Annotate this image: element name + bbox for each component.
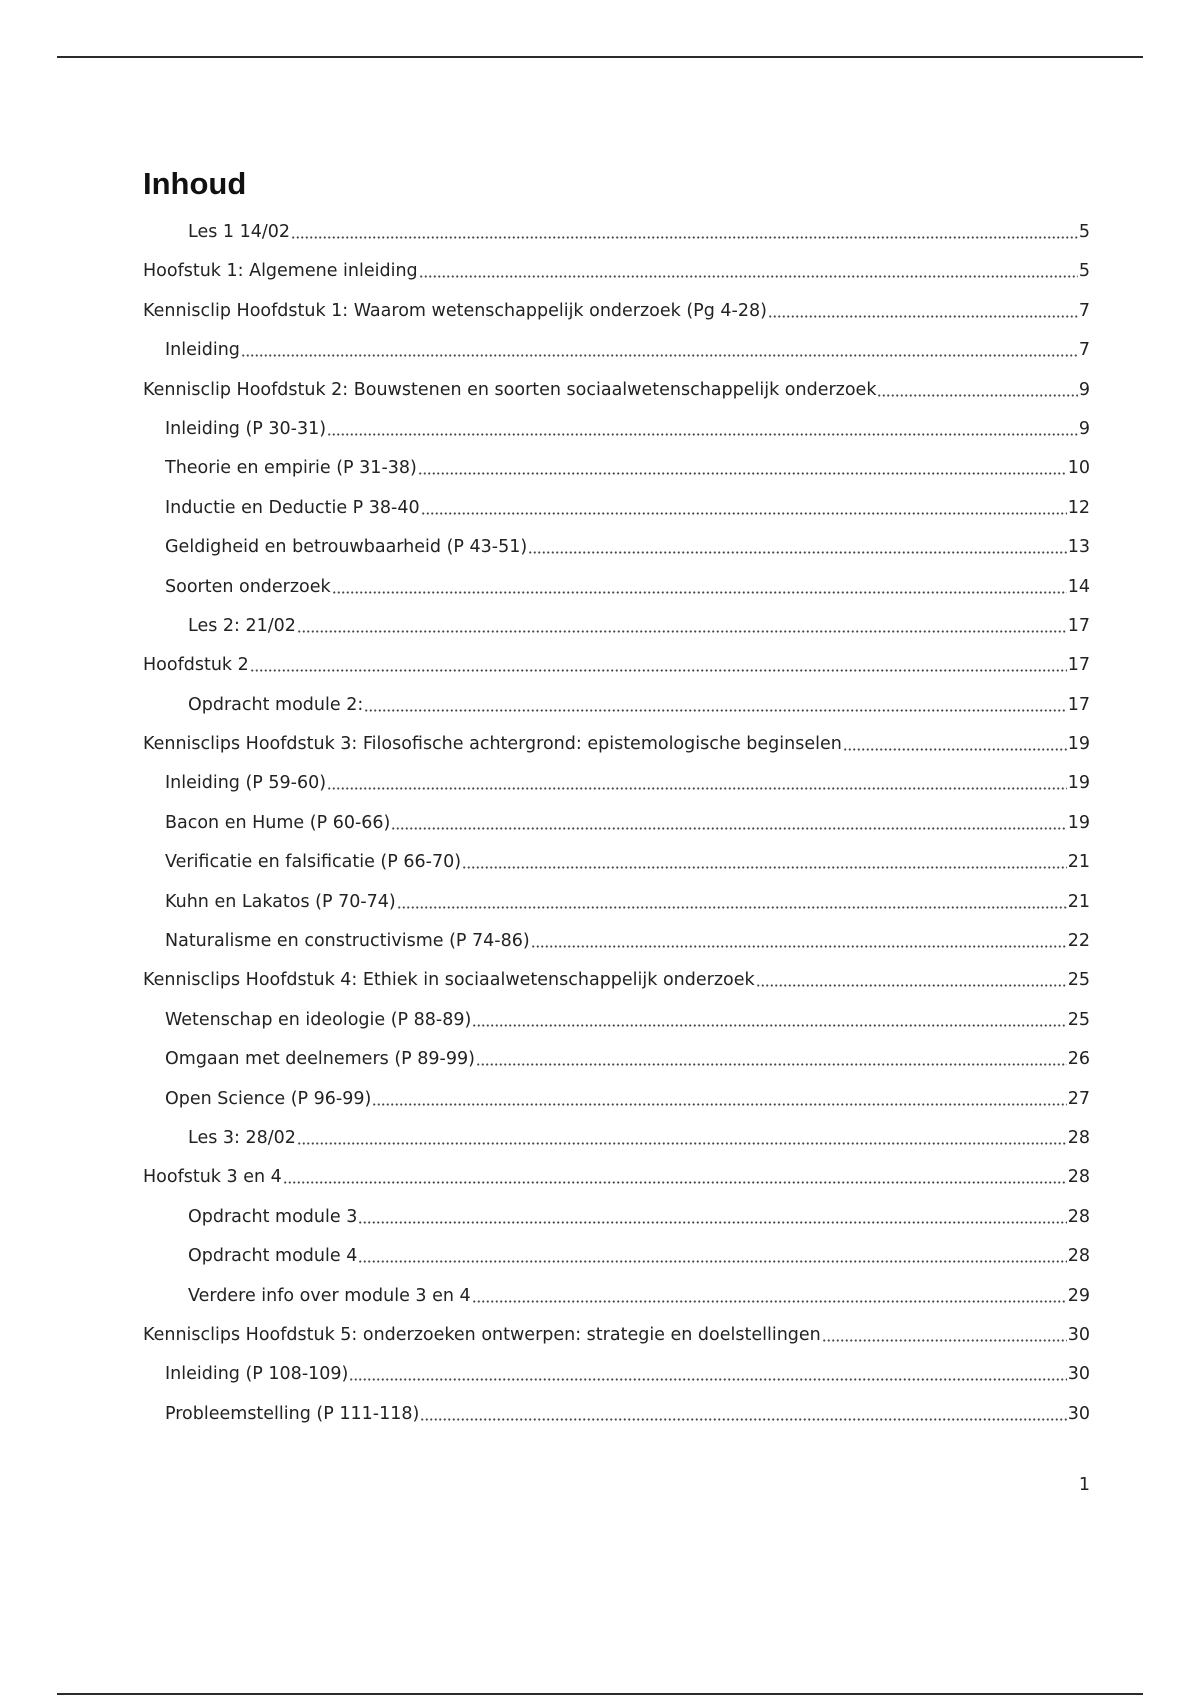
toc-entry-page[interactable]: 27: [1067, 1088, 1090, 1109]
toc-entry[interactable]: [143, 1086, 1090, 1125]
toc-entry-page[interactable]: 17: [1067, 615, 1090, 636]
toc-entry-title[interactable]: Inleiding: [165, 340, 240, 361]
toc-entry[interactable]: [143, 1046, 1090, 1085]
dot-leader: [419, 258, 1078, 278]
toc-entry-page[interactable]: 30: [1067, 1403, 1090, 1424]
toc-entry[interactable]: [143, 928, 1090, 967]
toc-entry-title[interactable]: Soorten onderzoek: [165, 576, 331, 597]
toc-entry-title[interactable]: Kennisclip Hoofdstuk 1: Waarom wetenschappelijk onderzoek (Pg 4-28): [143, 300, 767, 321]
toc-entry[interactable]: [143, 1322, 1090, 1361]
dot-leader: [418, 455, 1067, 475]
toc-entry-title[interactable]: Les 2: 21/02: [188, 615, 296, 636]
toc-entry-page[interactable]: 28: [1067, 1246, 1090, 1267]
toc-entry-title[interactable]: Geldigheid en betrouwbaarheid (P 43-51): [165, 537, 528, 558]
toc-entry[interactable]: [143, 770, 1090, 809]
toc-entry-page[interactable]: 7: [1078, 340, 1090, 361]
toc-entry-page[interactable]: 19: [1067, 773, 1090, 794]
toc-entry-title[interactable]: Les 1 14/02: [188, 222, 291, 242]
toc-entry-page[interactable]: 7: [1078, 300, 1090, 321]
toc-entry[interactable]: [143, 967, 1090, 1006]
toc-entry-page[interactable]: 19: [1067, 812, 1090, 833]
toc-entry-title[interactable]: Inductie en Deductie P 38-40: [165, 497, 420, 518]
toc-entry-page[interactable]: 17: [1067, 655, 1090, 676]
toc-entry[interactable]: [143, 613, 1090, 652]
table-of-contents: [143, 219, 1090, 1440]
toc-entry[interactable]: [143, 455, 1090, 494]
toc-entry-page[interactable]: 28: [1067, 1127, 1090, 1148]
toc-entry-title[interactable]: Kennisclip Hoofdstuk 2: Bouwstenen en soorten sociaalwetenschappelijk onderzoek: [143, 379, 877, 400]
dot-leader: [349, 1361, 1066, 1381]
footer-rule: [57, 1693, 1143, 1695]
dot-leader: [472, 1007, 1066, 1027]
toc-entry-title[interactable]: Hoofstuk 3 en 4: [143, 1167, 282, 1188]
dot-leader: [768, 298, 1078, 318]
toc-entry-page[interactable]: 5: [1078, 261, 1090, 282]
toc-entry-page[interactable]: 30: [1067, 1364, 1090, 1385]
dot-leader: [421, 495, 1067, 515]
dot-leader: [756, 967, 1067, 987]
toc-entry-page[interactable]: 30: [1067, 1324, 1090, 1345]
toc-entry-title[interactable]: Kennisclips Hoofdstuk 3: Filosofische achtergrond: epistemologische beginselen: [143, 734, 842, 755]
toc-entry-page[interactable]: 28: [1067, 1167, 1090, 1188]
toc-entry[interactable]: [143, 1401, 1090, 1440]
toc-entry-page[interactable]: 26: [1067, 1049, 1090, 1070]
toc-entry-page[interactable]: 12: [1067, 497, 1090, 518]
dot-leader: [297, 613, 1067, 633]
toc-entry-page[interactable]: 17: [1067, 694, 1090, 715]
dot-leader: [391, 810, 1066, 830]
dot-leader: [332, 574, 1067, 594]
dot-leader: [291, 219, 1078, 239]
dot-leader: [476, 1046, 1067, 1066]
toc-entry[interactable]: [143, 298, 1090, 337]
toc-entry-title[interactable]: Hoofdstuk 2: [143, 655, 249, 676]
toc-entry-title[interactable]: Verificatie en falsificatie (P 66-70): [165, 852, 462, 873]
dot-leader: [250, 652, 1067, 672]
toc-entry-page[interactable]: 19: [1067, 734, 1090, 755]
toc-entry[interactable]: [143, 1007, 1090, 1046]
toc-entry-page[interactable]: 22: [1067, 931, 1090, 952]
toc-entry-page[interactable]: 21: [1067, 852, 1090, 873]
toc-entry[interactable]: [143, 889, 1090, 928]
dot-leader: [528, 534, 1067, 554]
toc-entry[interactable]: [143, 1283, 1090, 1322]
toc-entry-title[interactable]: Inleiding (P 30-31): [165, 418, 327, 439]
dot-leader: [283, 1164, 1067, 1184]
dot-leader: [531, 928, 1067, 948]
toc-entry-title[interactable]: Probleemstelling (P 111-118): [165, 1403, 420, 1424]
toc-entry[interactable]: [143, 337, 1090, 376]
toc-entry[interactable]: [143, 652, 1090, 691]
toc-entry-title[interactable]: Theorie en empirie (P 31-38): [165, 458, 417, 479]
toc-entry-title[interactable]: Kennisclips Hoofdstuk 4: Ethiek in sociaalwetenschappelijk onderzoek: [143, 970, 755, 991]
toc-entry[interactable]: [143, 258, 1090, 297]
toc-entry[interactable]: [143, 219, 1090, 258]
toc-entry-page[interactable]: 13: [1067, 537, 1090, 558]
toc-entry[interactable]: [143, 731, 1090, 770]
toc-entry-title[interactable]: Opdracht module 3: [188, 1206, 358, 1227]
toc-entry-page[interactable]: 9: [1078, 379, 1090, 400]
dot-leader: [822, 1322, 1067, 1342]
dot-leader: [877, 377, 1077, 397]
toc-entry-page[interactable]: 29: [1067, 1285, 1090, 1306]
dot-leader: [327, 416, 1078, 436]
toc-entry-title[interactable]: Hoofstuk 1: Algemene inleiding: [143, 261, 418, 282]
toc-entry-page[interactable]: 25: [1067, 1009, 1090, 1030]
toc-entry-title[interactable]: Opdracht module 2:: [188, 694, 364, 715]
dot-leader: [358, 1204, 1066, 1224]
dot-leader: [843, 731, 1067, 751]
toc-entry-page[interactable]: 25: [1067, 970, 1090, 991]
toc-entry[interactable]: [143, 534, 1090, 573]
toc-entry-page[interactable]: 5: [1078, 222, 1090, 242]
toc-entry-page[interactable]: 28: [1067, 1206, 1090, 1227]
toc-entry[interactable]: [143, 692, 1090, 731]
dot-leader: [472, 1283, 1067, 1303]
toc-entry[interactable]: [143, 495, 1090, 534]
page-number: 1: [1078, 1475, 1090, 1495]
toc-entry-title[interactable]: Kennisclips Hoofdstuk 5: onderzoeken ontwerpen: strategie en doelstellingen: [143, 1324, 821, 1345]
toc-entry-title[interactable]: Les 3: 28/02: [188, 1127, 296, 1148]
toc-entry[interactable]: [143, 1204, 1090, 1243]
dot-leader: [397, 889, 1067, 909]
dot-leader: [241, 337, 1078, 357]
dot-leader: [462, 849, 1067, 869]
header-rule: [57, 56, 1143, 58]
toc-entry-title[interactable]: Opdracht module 4: [188, 1246, 358, 1267]
toc-entry[interactable]: [143, 1125, 1090, 1164]
toc-entry-title[interactable]: Open Science (P 96-99): [165, 1088, 372, 1109]
toc-entry[interactable]: [143, 1164, 1090, 1203]
toc-entry[interactable]: [143, 574, 1090, 613]
toc-entry-page[interactable]: 9: [1078, 418, 1090, 439]
toc-entry-title[interactable]: Kuhn en Lakatos (P 70-74): [165, 891, 396, 912]
toc-entry-title[interactable]: Inleiding (P 108-109): [165, 1364, 349, 1385]
toc-entry[interactable]: [143, 416, 1090, 455]
dot-leader: [372, 1086, 1066, 1106]
toc-entry[interactable]: [143, 377, 1090, 416]
dot-leader: [420, 1401, 1066, 1421]
dot-leader: [364, 692, 1066, 712]
toc-entry[interactable]: [143, 1361, 1090, 1400]
toc-entry[interactable]: [143, 849, 1090, 888]
toc-entry[interactable]: [143, 1243, 1090, 1282]
toc-entry-title[interactable]: Omgaan met deelnemers (P 89-99): [165, 1049, 475, 1070]
toc-entry-page[interactable]: 14: [1067, 576, 1090, 597]
toc-entry-title[interactable]: Naturalisme en constructivisme (P 74-86): [165, 931, 530, 952]
dot-leader: [358, 1243, 1066, 1263]
toc-entry[interactable]: [143, 810, 1090, 849]
toc-entry-title[interactable]: Wetenschap en ideologie (P 88-89): [165, 1009, 472, 1030]
toc-entry-page[interactable]: 10: [1067, 458, 1090, 479]
toc-entry-title[interactable]: Verdere info over module 3 en 4: [188, 1285, 471, 1306]
toc-entry-title[interactable]: Inleiding (P 59-60): [165, 773, 327, 794]
dot-leader: [297, 1125, 1067, 1145]
dot-leader: [327, 770, 1067, 790]
toc-entry-page[interactable]: 21: [1067, 891, 1090, 912]
toc-heading: Inhoud: [143, 166, 247, 201]
toc-entry-title[interactable]: Bacon en Hume (P 60-66): [165, 812, 391, 833]
